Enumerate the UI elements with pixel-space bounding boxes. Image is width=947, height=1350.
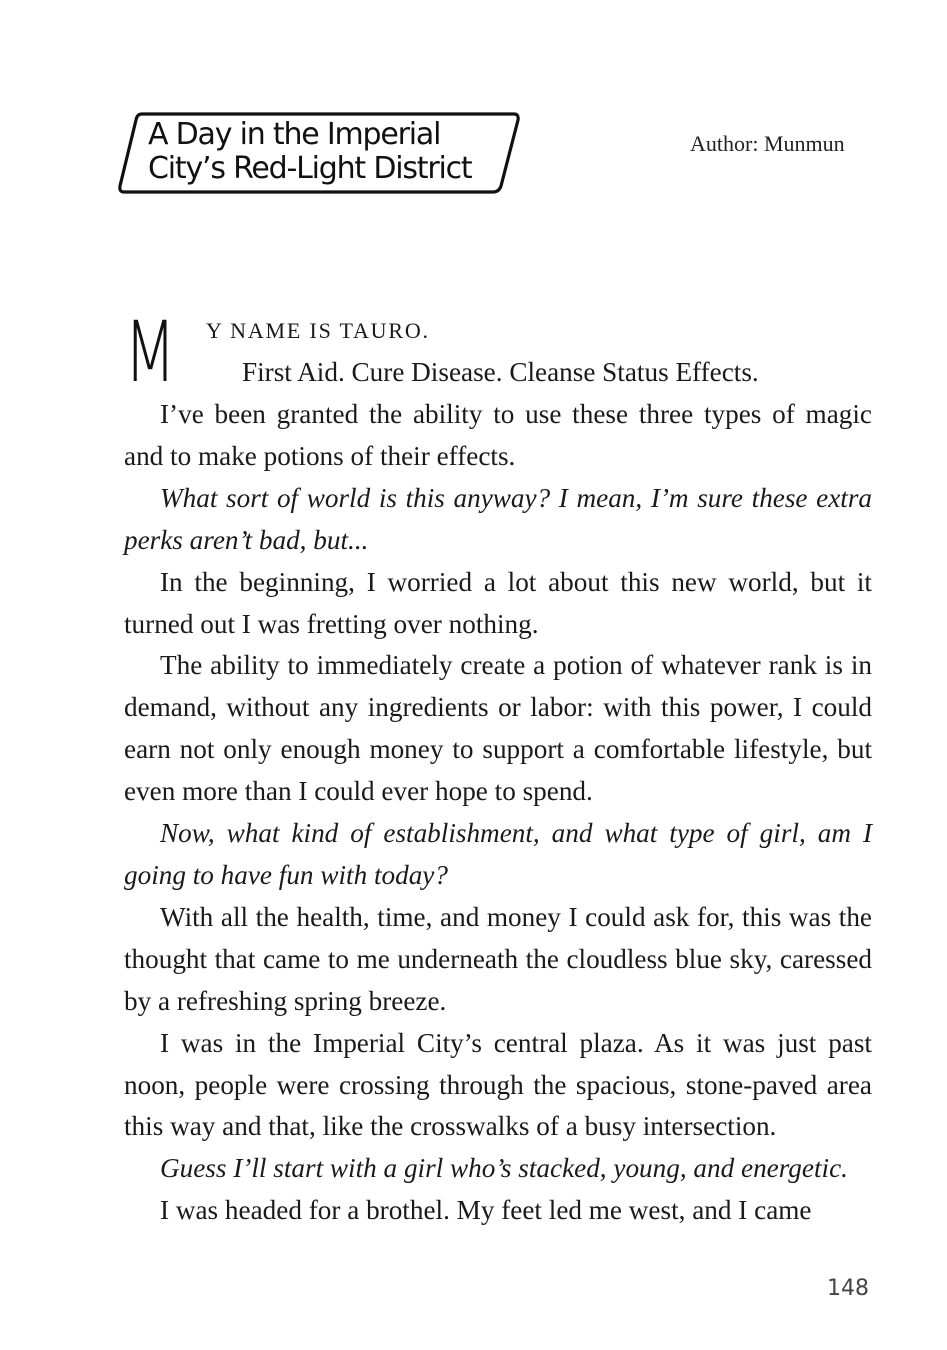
opening-lines [124, 303, 872, 401]
opening-first-line: Y NAME IS TAURO. [206, 318, 430, 343]
paragraph: I’ve been granted the ability to use these three types of magic and to make potions of their effects. [124, 399, 872, 471]
chapter-title-line-2: City’s Red-Light District [148, 151, 472, 186]
paragraph-italic [124, 1148, 872, 1190]
page-number: 148 [827, 1276, 869, 1301]
author-credit: Author: Munmun [690, 131, 845, 156]
drop-cap: M [124, 303, 177, 401]
chapter-title [148, 118, 508, 186]
paragraph: I was headed for a brothel. My feet led me west, and I came [160, 1195, 812, 1226]
paragraph-italic-text: Guess I’ll start with a girl who’s stacked, young, and energetic. [160, 1153, 848, 1184]
paragraph-italic [124, 813, 872, 897]
paragraph-italic-text: What sort of world is this anyway? I mean, I’m sure these extra perks aren’t bad, but... [124, 482, 872, 555]
paragraph-italic [124, 478, 872, 562]
paragraph-italic-text: Now, what kind of establishment, and what type of girl, am I going to have fun with today? [124, 818, 872, 890]
opening-second-line: First Aid. Cure Disease. Cleanse Status Effects. [242, 356, 759, 387]
paragraph: With all the health, time, and money I could ask for, this was the thought that came to me underneath the cloudless blue sky, caressed by a refreshing spring breeze. [124, 901, 872, 1016]
paragraph: I was in the Imperial City’s central plaza. As it was just past noon, people were crossing through the spacious, stone-paved area this way and that, like the crosswalks of a busy intersection. [124, 1027, 872, 1142]
chapter-title-line-1: A Day in the Imperial [148, 117, 441, 152]
body-text [124, 303, 872, 1232]
chapter-title-box [118, 112, 520, 194]
paragraph: The ability to immediately create a potion of whatever rank is in demand, without any ingredients or labor: with this power, I could earn not only enough money to support a comfortable lifestyle, but even more than I could ever hope to spend. [124, 650, 872, 807]
paragraph: In the beginning, I worried a lot about this new world, but it turned out I was fretting over nothing. [124, 566, 872, 639]
